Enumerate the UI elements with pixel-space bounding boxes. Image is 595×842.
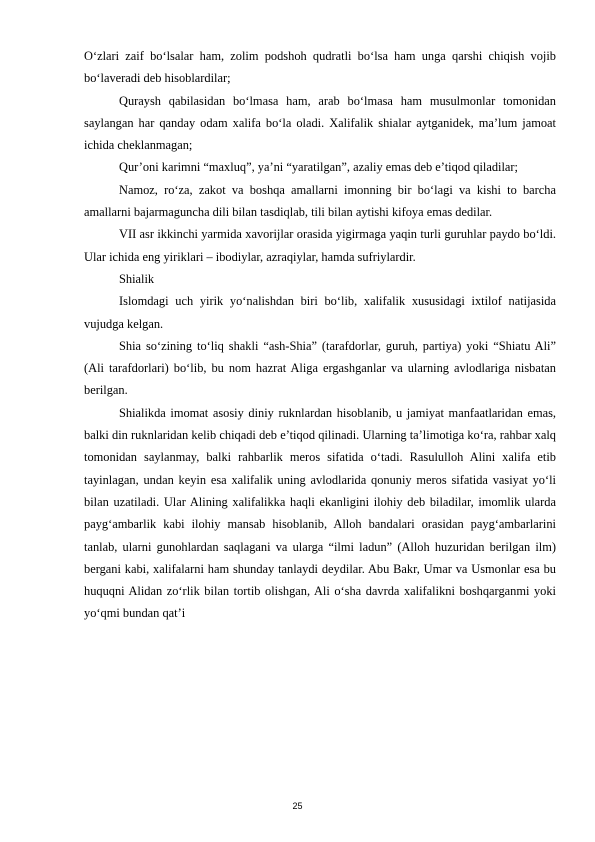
paragraph-caliph-election: Quraysh qabilasidan bo‘lmasa ham, arab bo‘lmasa ham musulmonlar tomonidan saylangan har qanday odam xalifa bo‘la oladi. Xalifalik shialar aytganidek, ma’lum jamoat ichida cheklanmagan; (84, 93, 556, 153)
paragraph-deeds-faith: Namoz, ro‘za, zakot va boshqa amallarni imonning bir bo‘lagi va kishi to barcha amallarni bajarmaguncha dili bilan tasdiqlab, tili bilan aytishi kifoya emas dedilar. (84, 182, 556, 220)
document-body (84, 45, 556, 625)
paragraph-continuation: O‘zlari zaif bo‘lsalar ham, zolim podshoh qudratli bo‘lsa ham unga qarshi chiqish vojib bo‘laveradi deb hisoblardilar; (84, 49, 556, 86)
paragraph-quran-created: Qur’oni karimni “maxluq”, ya’ni “yaratilgan”, azaliy emas deb e’tiqod qiladilar; (119, 160, 518, 175)
page-number: 25 (292, 801, 303, 811)
section-heading-shialik: Shialik (119, 271, 155, 286)
paragraph-imamate: Shialikda imomat asosiy diniy ruknlardan hisoblanib, u jamiyat manfaatlaridan emas, balki din ruknlaridan kelib chiqadi deb e’tiqod qilinadi. Ularning ta’limotiga ko‘ra, rahbar xalq tomonidan saylanmay, balki rahbarlik meros sifatida o‘tadi. Rasululloh Alini xalifa etib tayinlagan, undan keyin esa xalifalik uning avlodlarida qonuniy meros sifatida vasiyat yo‘li bilan uzatiladi. Ular Alining xalifalikka haqli ekanligini ilohiy deb biladilar, imomlik ularda payg‘ambarlik kabi ilohiy mansab hisoblanib, Alloh bandalari orasidan payg‘ambarlarini tanlab, ularni gunohlardan saqlagani va ularga “ilmi ladun” (Alloh huzuridan berilgan ilm) bergani kabi, xalifalarni ham shunday tanlaydi deydilar. Abu Bakr, Umar va Usmonlar esa bu huquqni Alidan zo‘rlik bilan tortib olishgan, Ali o‘sha davrda xalifalikni boshqarganmi yoki yo‘qmi bundan qat’i (84, 405, 556, 621)
paragraph-shia-name: Shia so‘zining to‘liq shakli “ash-Shia” (tarafdorlar, guruh, partiya) yoki “Shiatu Ali” (Ali tarafdorlari) bo‘lib, bu nom hazrat Aliga ergashganlar va ularning avlodlariga nisbatan berilgan. (84, 338, 556, 398)
paragraph-shia-origin: Islomdagi uch yirik yo‘nalishdan biri bo‘lib, xalifalik xususidagi ixtilof natijasida vujudga kelgan. (84, 294, 556, 331)
paragraph-khawarij-groups: VII asr ikkinchi yarmida xavorijlar orasida yigirmaga yaqin turli guruhlar paydo bo‘ldi. Ular ichida eng yiriklari – ibodiylar, azraqiylar, hamda sufriylardir. (84, 227, 556, 264)
